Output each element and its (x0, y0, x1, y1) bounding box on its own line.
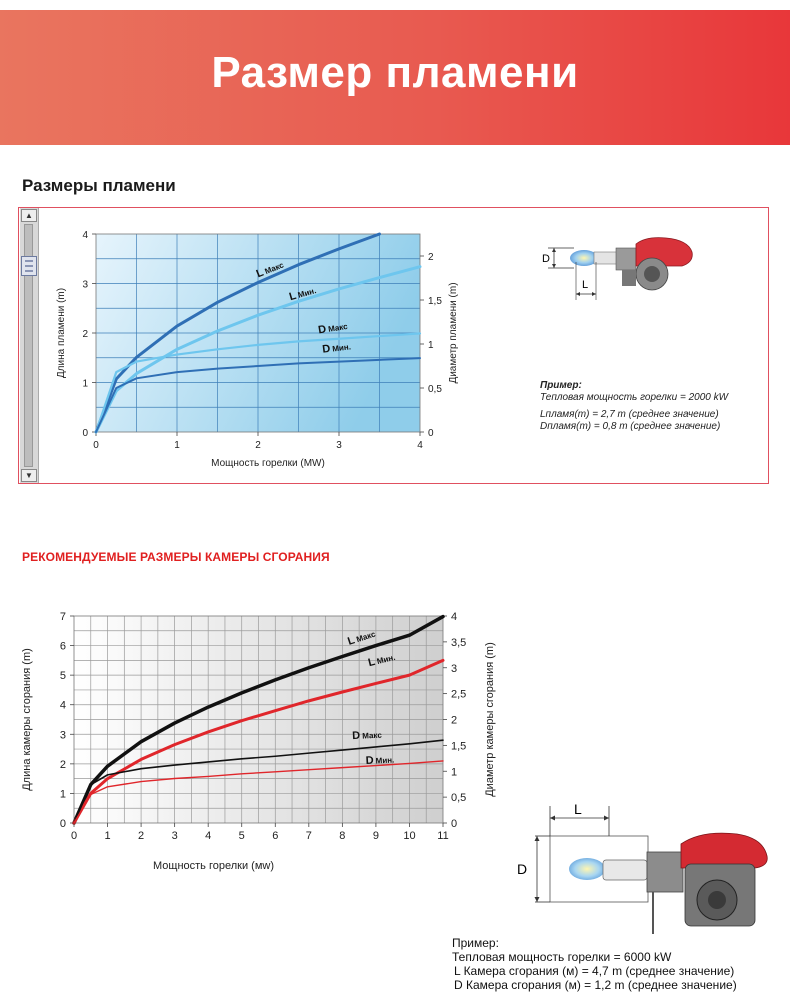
chamber-y-tick-label: 6 (59, 640, 66, 653)
flame-y-tick-label: 4 (82, 230, 88, 241)
chamber-diagram-l-label: L (574, 801, 582, 817)
flame-x-tick-label: 1 (174, 440, 180, 451)
chamber-series-label: DМин. (365, 754, 395, 768)
chamber-y2-tick-label: 3,5 (451, 636, 467, 649)
flame-y2-tick-label: 0,5 (428, 384, 442, 395)
flame-y-tick-label: 3 (82, 279, 88, 291)
chamber-y2-tick-label: 2,5 (451, 688, 467, 701)
chamber-y2-tick-label: 1 (451, 766, 458, 779)
flame-y-tick-label: 1 (82, 378, 88, 390)
flame-series-label: DМин. (321, 342, 352, 356)
chamber-series-label: LМакс (346, 629, 377, 648)
chamber-y2-tick-label: 0 (451, 818, 458, 830)
chamber-y2-tick-label: 1,5 (451, 740, 467, 753)
flame-x-tick-label: 2 (255, 440, 261, 451)
chamber-y-tick-label: 2 (59, 758, 66, 771)
flame-example (540, 380, 728, 433)
chamber-y-tick-label: 7 (59, 611, 66, 623)
chamber-x-tick-label: 9 (372, 830, 379, 842)
flame-y2-tick-label: 1 (428, 340, 434, 351)
flame-x-tick-label: 3 (336, 440, 342, 451)
flame-y-tick-label: 0 (82, 428, 88, 439)
chamber-y-axis-label: Длина камеры сгорания (m) (21, 648, 33, 791)
chamber-y2-axis-label: Диаметр камеры сгорания (m) (484, 642, 496, 797)
flame-example-title: Пример: (540, 380, 582, 391)
chamber-x-tick-label: 11 (437, 830, 449, 842)
chamber-y-tick-label: 3 (59, 729, 66, 742)
chamber-y2-tick-label: 2 (451, 714, 458, 727)
flame-diagram-d-label: D (542, 253, 550, 265)
chamber-x-tick-label: 0 (70, 830, 78, 842)
chamber-example-title: Пример: (452, 936, 499, 950)
chamber-x-tick-label: 4 (205, 830, 212, 842)
chamber-x-tick-label: 10 (403, 830, 416, 842)
chamber-y2-tick-label: 4 (451, 611, 458, 623)
chamber-x-axis-label: Мощность горелки (мw) (153, 860, 274, 872)
chamber-x-tick-label: 1 (104, 830, 111, 842)
flame-example-line: Тепловая мощность горелки = 2000 kW (540, 392, 729, 403)
flame-y2-axis-label: Диаметр пламени (m) (448, 282, 459, 384)
flame-x-tick-label: 0 (93, 440, 99, 451)
chamber-x-tick-label: 5 (238, 830, 245, 842)
flame-series-label: LМакс (254, 260, 285, 281)
chamber-y-tick-label: 1 (59, 788, 66, 801)
flame-example-line: Dпламя(m) = 0,8 m (среднее значение) (540, 421, 721, 432)
chamber-example-line: Тепловая мощность горелки = 6000 kW (452, 950, 672, 964)
chamber-example-line: D Камера сгорания (м) = 1,2 m (среднее значение) (454, 978, 737, 992)
flame-example-line: Lпламя(m) = 2,7 m (среднее значение) (540, 409, 719, 420)
chamber-y-tick-label: 5 (59, 670, 66, 683)
flame-y2-tick-label: 2 (428, 252, 434, 263)
page-title: Размер пламени (211, 48, 579, 97)
chamber-y-tick-label: 0 (59, 818, 66, 830)
flame-x-axis-label: Мощность горелки (MW) (211, 458, 325, 469)
scroll-up-icon[interactable]: ▲ (21, 209, 37, 222)
chamber-example (452, 936, 737, 992)
chamber-x-tick-label: 8 (339, 830, 346, 842)
chamber-series-label: DМакс (351, 729, 383, 743)
flame-section-title: Размеры пламени (22, 176, 176, 195)
flame-series-label: DМакс (317, 321, 349, 337)
chamber-x-tick-label: 7 (305, 830, 312, 842)
flame-y-axis-label: Длина пламени (m) (56, 287, 67, 379)
chamber-series-label: LМин. (367, 652, 397, 670)
chamber-x-tick-label: 2 (138, 830, 145, 842)
burner-chamber-diagram (505, 796, 775, 934)
chamber-y2-tick-label: 3 (451, 662, 458, 675)
flame-series-label: LМин. (287, 286, 318, 304)
flame-diagram-l-label: L (582, 279, 589, 291)
chamber-section-title: РЕКОМЕНДУЕМЫЕ РАЗМЕРЫ КАМЕРЫ СГОРАНИЯ (22, 550, 330, 564)
flame-y2-tick-label: 1,5 (428, 296, 442, 307)
chamber-y2-tick-label: 0,5 (451, 792, 467, 805)
chamber-example-line: L Камера сгорания (м) = 4,7 m (среднее значение) (454, 964, 735, 978)
chamber-x-tick-label: 6 (272, 830, 279, 842)
burner-flame-diagram (540, 230, 710, 305)
chamber-diagram-d-label: D (517, 861, 528, 877)
flame-x-tick-label: 4 (417, 440, 423, 451)
chamber-x-tick-label: 3 (171, 830, 178, 842)
scroll-down-icon[interactable]: ▼ (21, 469, 37, 482)
chamber-y-tick-label: 4 (59, 699, 66, 712)
flame-y2-tick-label: 0 (428, 428, 434, 439)
flame-y-tick-label: 2 (82, 329, 88, 340)
